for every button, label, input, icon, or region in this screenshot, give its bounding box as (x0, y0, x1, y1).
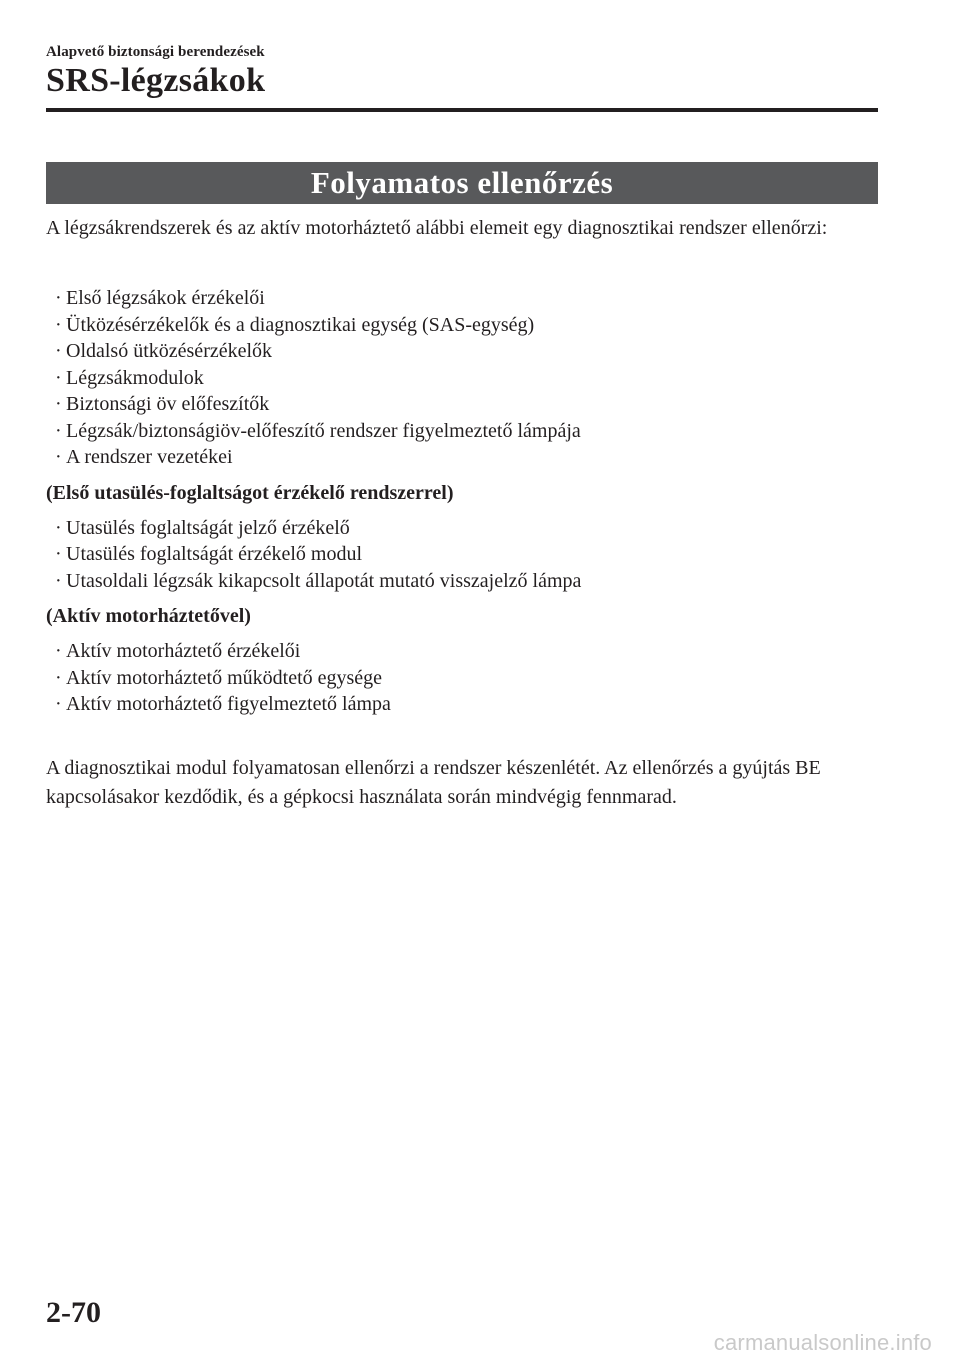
bonnet-component-list (46, 638, 878, 718)
bullet-dot: · (55, 366, 62, 389)
list-item-text: Biztonsági öv előfeszítők (66, 393, 270, 415)
list-item (55, 312, 878, 339)
list-item (55, 444, 878, 471)
page-number: 2-70 (46, 1296, 101, 1329)
list-item (55, 365, 878, 392)
list-item-text: Aktív motorháztető működtető egysége (66, 666, 383, 689)
list-item-text: A rendszer vezetékei (66, 446, 233, 468)
list-item-text: Légzsák/biztonságiöv-előfeszítő rendszer figyelmeztető lámpája (66, 419, 581, 442)
bullet-dot: · (55, 313, 62, 336)
list-item-text: Aktív motorháztető figyelmeztető lámpa (66, 693, 391, 715)
bullet-dot: · (55, 287, 62, 309)
section-body (46, 214, 878, 812)
chapter-title: SRS-légzsákok (46, 62, 266, 99)
list-item (55, 418, 878, 445)
list-item (55, 515, 878, 542)
bullet-dot: · (55, 419, 62, 442)
passenger-component-list (46, 515, 878, 595)
closing-paragraph: A diagnosztikai modul folyamatosan ellenőrzi a rendszer készenlétét. Az ellenőrzés a gyújtás BE kapcsolásakor kezdődik, és a gépkocsi használata során mindvégig fennmarad. (46, 756, 821, 808)
list-item (55, 541, 878, 568)
watermark: carmanualsonline.info (713, 1330, 932, 1355)
list-item-text: Első légzsákok érzékelői (66, 287, 265, 309)
main-component-list (46, 285, 878, 471)
bullet-dot: · (55, 340, 62, 362)
list-item-text: Oldalsó ütközésérzékelők (66, 340, 273, 362)
list-item (55, 285, 878, 312)
list-item (55, 391, 878, 418)
list-item (55, 338, 878, 365)
list-item-text: Utasoldali légzsák kikapcsolt állapotát mutató visszajelző lámpa (66, 569, 582, 592)
list-item (55, 665, 878, 692)
list-item (55, 691, 878, 718)
list-item-text: Utasülés foglaltságát érzékelő modul (66, 543, 363, 565)
list-item (55, 568, 878, 595)
list-item-text: Aktív motorháztető érzékelői (66, 640, 301, 662)
bullet-dot: · (55, 393, 62, 415)
breadcrumb: Alapvető biztonsági berendezések (46, 44, 265, 60)
list-item (55, 638, 878, 665)
bullet-dot: · (55, 516, 62, 539)
list-item-text: Utasülés foglaltságát jelző érzékelő (66, 516, 350, 539)
bullet-dot: · (55, 543, 62, 565)
bullet-dot: · (55, 693, 62, 715)
list-item-text: Ütközésérzékelők és a diagnosztikai egység (SAS-egység) (66, 313, 535, 336)
section-title: Folyamatos ellenőrzés (46, 162, 878, 204)
list-item-text: Légzsákmodulok (66, 366, 204, 389)
bullet-dot: · (55, 666, 62, 689)
header-divider (46, 108, 878, 112)
bullet-dot: · (55, 569, 62, 592)
intro-paragraph: A légzsákrendszerek és az aktív motorháztető alábbi elemeit egy diagnosztikai rendszer ellenőrzi: (46, 217, 828, 239)
subheading-active-bonnet: (Aktív motorháztetővel) (46, 605, 251, 627)
subheading-passenger-detection: (Első utasülés-foglaltságot érzékelő rendszerrel) (46, 481, 454, 504)
bullet-dot: · (55, 640, 62, 662)
bullet-dot: · (55, 446, 62, 468)
